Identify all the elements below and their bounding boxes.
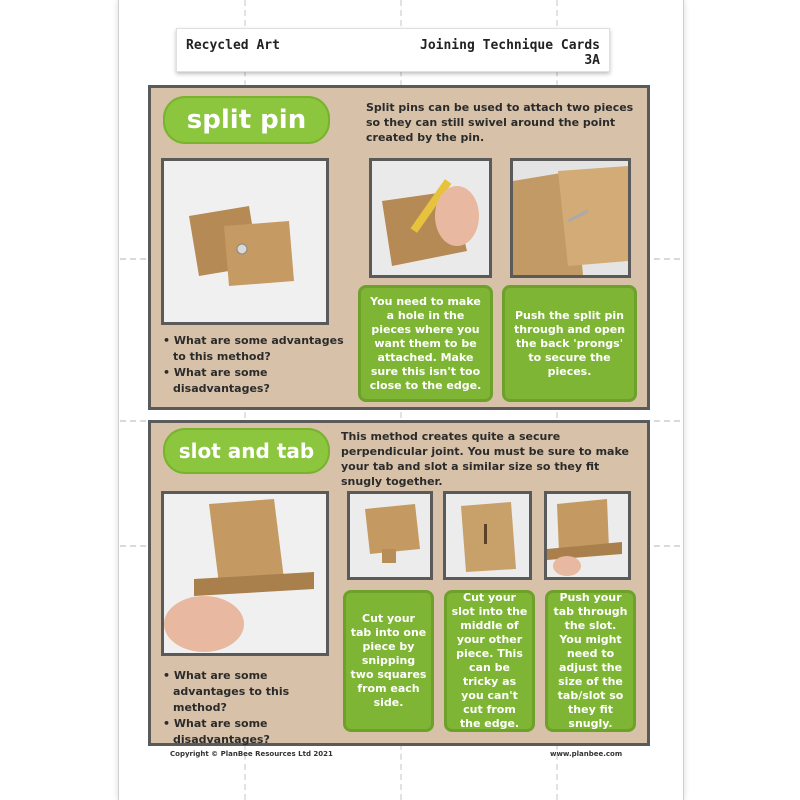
header-subtitle: Joining Technique Cards 3A — [420, 38, 601, 68]
copyright-notice: Copyright © PlanBee Resources Ltd 2021 — [170, 750, 333, 758]
step-push-pin: Push the split pin through and open the back 'prongs' to secure the pieces. — [502, 285, 637, 402]
photo-making-hole — [369, 158, 492, 278]
card-title: slot and tab — [163, 428, 330, 474]
discussion-questions — [163, 333, 351, 397]
card-intro: This method creates quite a secure perpendicular joint. You must be sure to make your tab and slot a similar size so they fit snugly together. — [341, 430, 629, 488]
step-cut-tab: Cut your tab into one piece by snipping two squares from each side. — [343, 590, 434, 732]
question-disadvantages: • What are some disadvantages? — [163, 366, 270, 395]
photo-split-pin-joined — [161, 158, 329, 325]
photo-split-pin-pushed — [510, 158, 631, 278]
step-cut-slot: Cut your slot into the middle of your other piece. This can be tricky as you can't cut from the edge. — [444, 590, 535, 732]
question-disadvantages: • What are some disadvantages? — [163, 717, 270, 746]
photo-tab-cut — [347, 491, 433, 580]
step-push-tab: Push your tab through the slot. You might need to adjust the size of the tab/slot so they fit snugly. — [545, 590, 636, 732]
website-link[interactable]: www.planbee.com — [550, 750, 623, 758]
card-intro: Split pins can be used to attach two pieces so they can still swivel around the point created by the pin. — [366, 101, 634, 144]
discussion-questions — [163, 668, 343, 748]
photo-slot-cut — [443, 491, 532, 580]
photo-tab-through-slot — [544, 491, 631, 580]
photo-slot-and-tab-joined — [161, 491, 329, 656]
question-advantages: • What are some advantages to this method? — [163, 669, 290, 714]
card-title: split pin — [163, 96, 330, 144]
header-title: Recycled Art — [186, 38, 280, 53]
question-advantages: • What are some advantages to this method? — [163, 334, 344, 363]
step-make-hole: You need to make a hole in the pieces where you want them to be attached. Make sure this isn't too close to the edge. — [358, 285, 493, 402]
